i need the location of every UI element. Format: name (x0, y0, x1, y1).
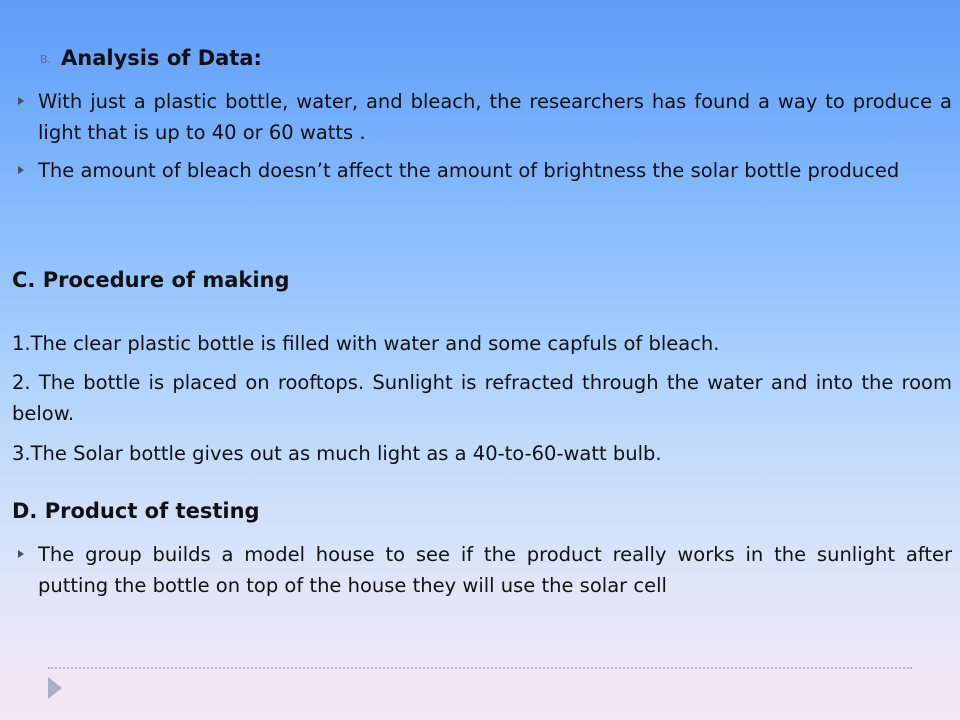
section-b-letter: B. (40, 52, 52, 66)
section-b-bullet-1 (12, 86, 952, 148)
triangle-bullet-icon (18, 97, 24, 105)
triangle-corner-icon (48, 677, 62, 699)
procedure-step-2: 2. The bottle is placed on rooftops. Sunlight is refracted through the water and into the room below. (12, 370, 952, 425)
procedure-step-1: 1.The clear plastic bottle is filled with water and some capfuls of bleach. (12, 331, 720, 355)
section-d-bullet-1 (12, 539, 952, 601)
dotted-divider-bottom (48, 667, 912, 669)
section-b-title: Analysis of Data: (61, 46, 262, 70)
triangle-bullet-icon (18, 550, 24, 558)
triangle-bullet-icon (18, 166, 24, 174)
bullet-text: The group builds a model house to see if the product really works in the sunlight after putting the bottle on top of the house they will use the solar cell (38, 543, 952, 597)
procedure-step-3: 3.The Solar bottle gives out as much light as a 40-to-60-watt bulb. (12, 441, 662, 465)
section-d-heading: D. Product of testing (12, 499, 260, 523)
bullet-text: With just a plastic bottle, water, and bleach, the researchers has found a way to produce a light that is up to 40 or 60 watts . (38, 90, 952, 144)
section-b-bullet-2 (12, 155, 952, 186)
bullet-text: The amount of bleach doesn’t affect the amount of brightness the solar bottle produced (38, 159, 900, 182)
section-b-heading (40, 46, 262, 70)
section-c-heading: C. Procedure of making (12, 268, 290, 292)
